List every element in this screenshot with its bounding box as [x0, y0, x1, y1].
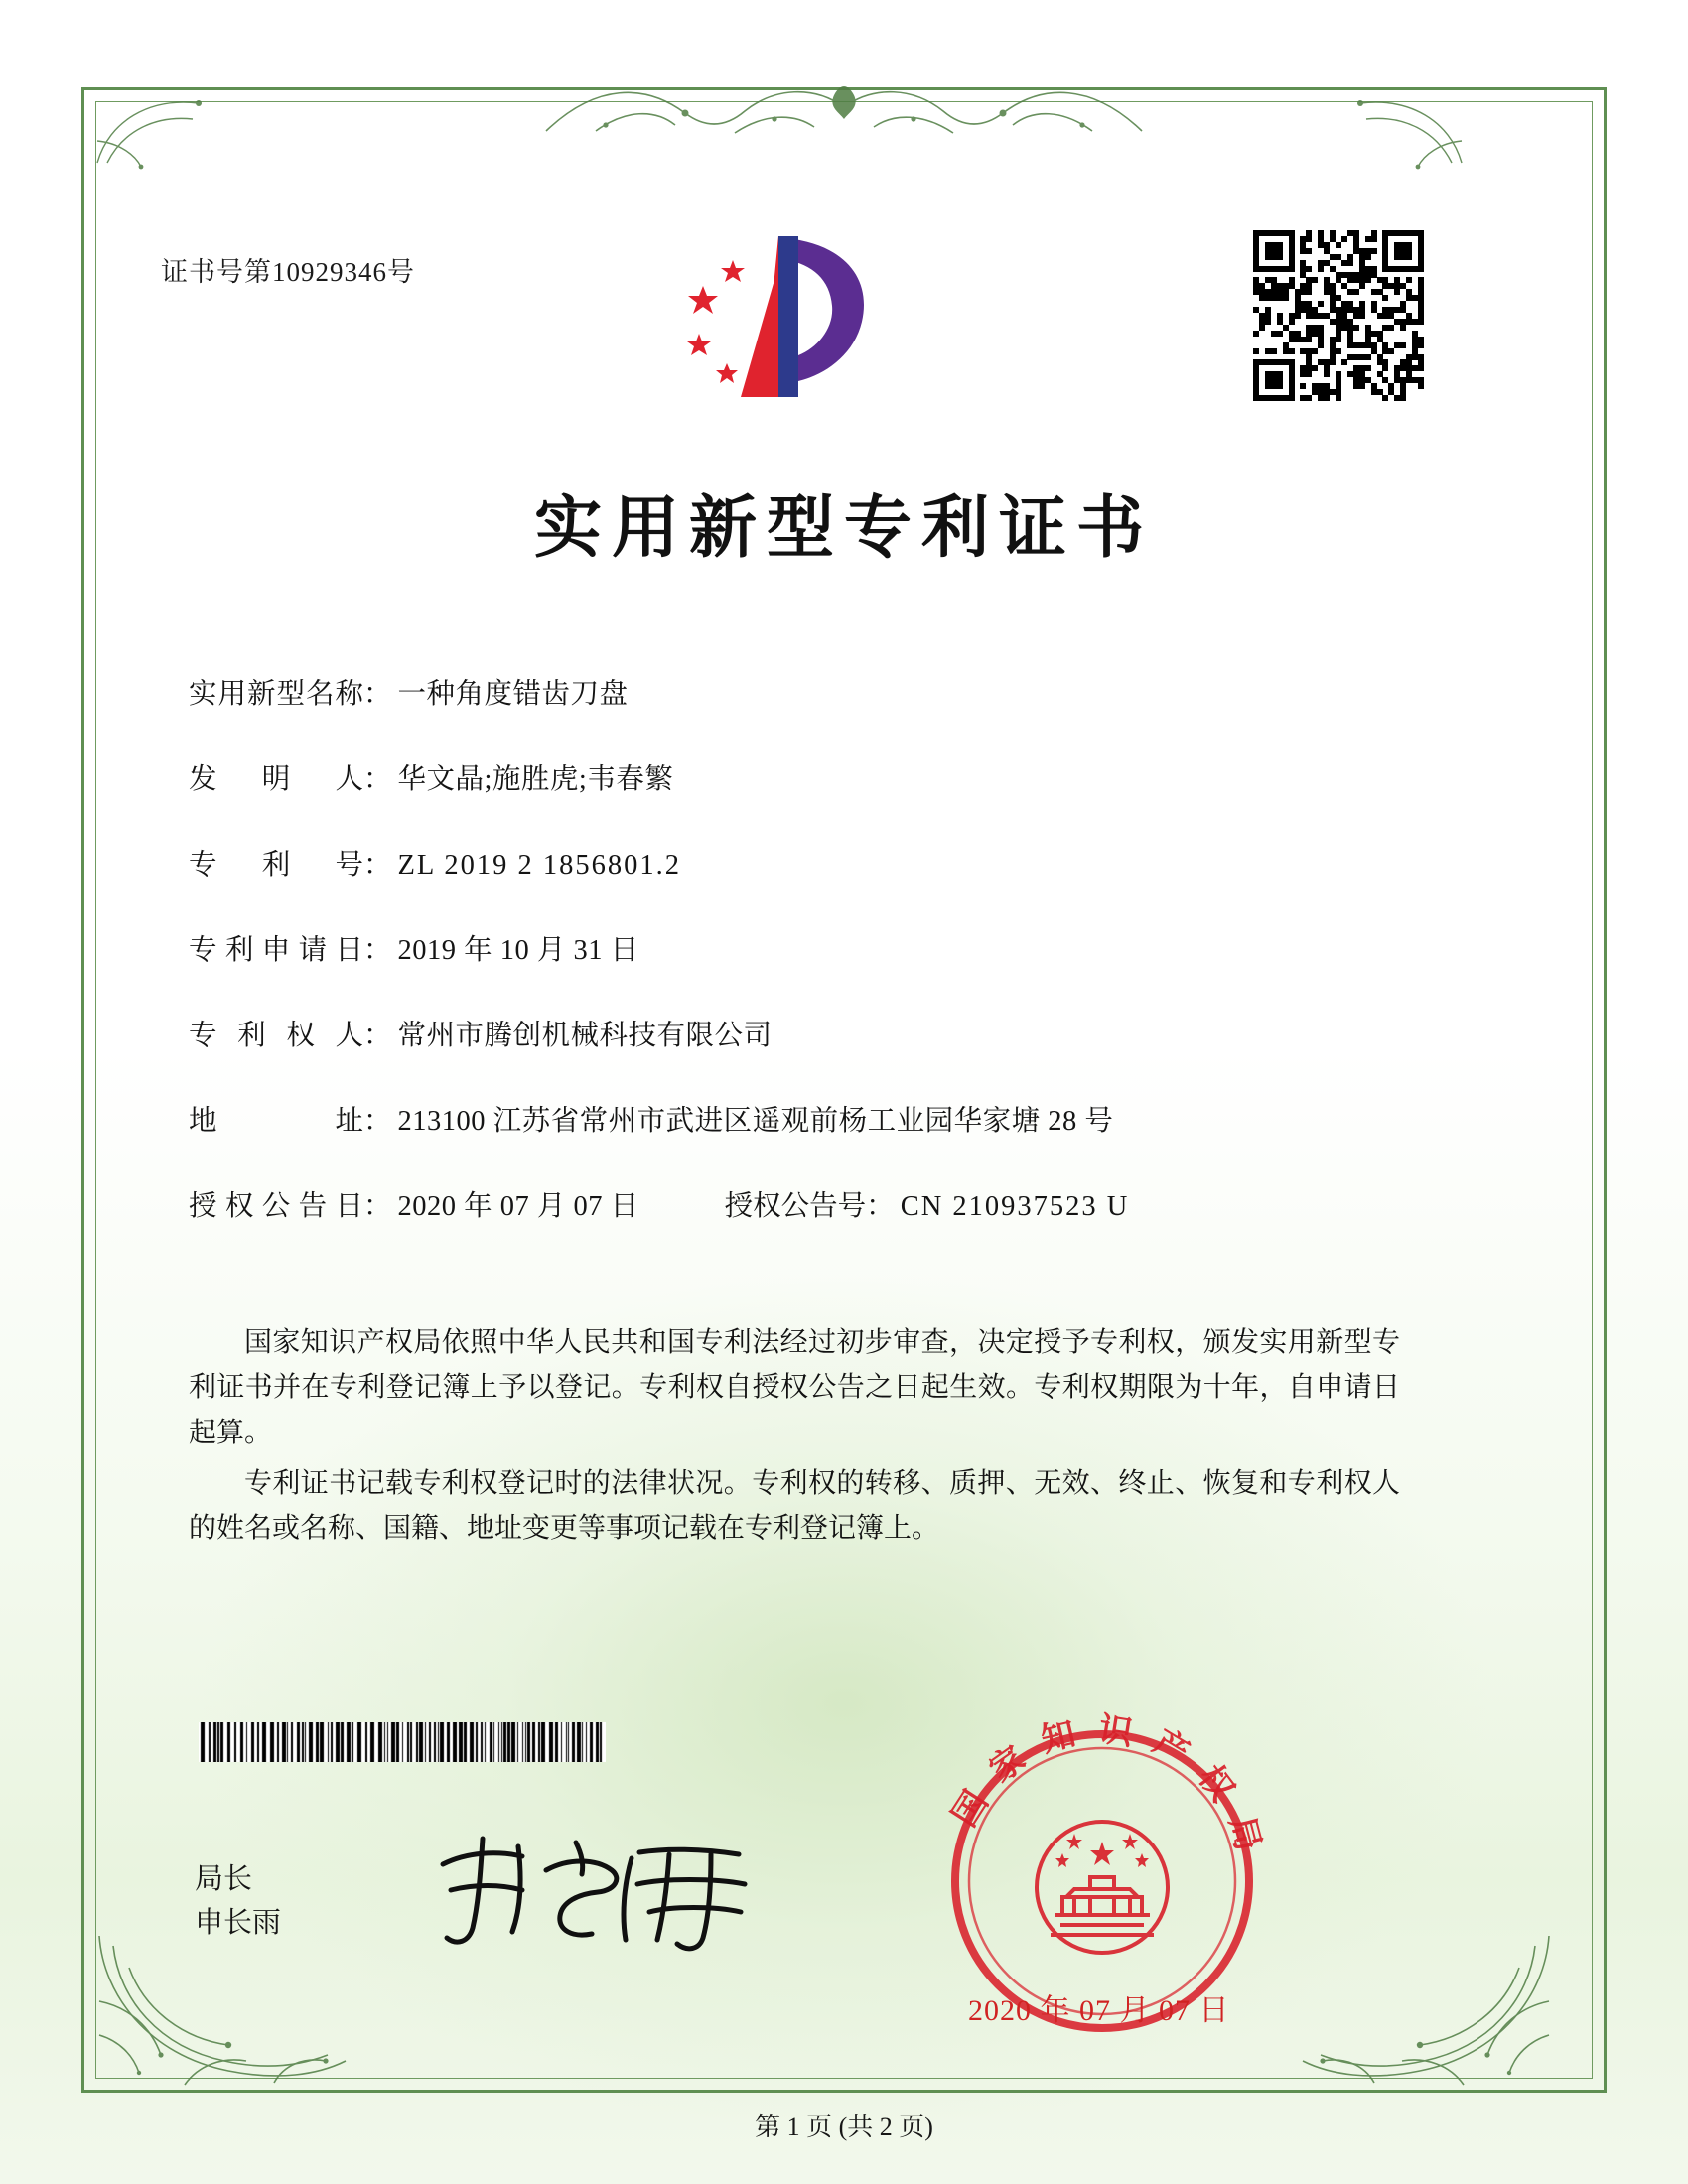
- field-inventors: [189, 756, 1479, 797]
- field-label-grant-number: 授权公告号: [724, 1191, 867, 1222]
- field-colon: ：: [866, 1191, 895, 1222]
- handwritten-signature-icon: [427, 1825, 784, 1954]
- field-grant-announcement: [189, 1183, 1479, 1224]
- field-value: 一种角度错齿刀盘: [397, 679, 629, 710]
- cnipa-logo-icon: [667, 230, 915, 424]
- svg-text:国家知识产权局: 国家知识产权局: [944, 1708, 1274, 1874]
- field-value: 213100 江苏省常州市武进区遥观前杨工业园华家塘 28 号: [397, 1106, 1114, 1137]
- field-colon: ：: [363, 1106, 392, 1137]
- field-colon: ：: [363, 764, 392, 795]
- field-value-grant-number: CN 210937523 U: [900, 1191, 1130, 1222]
- field-utility-model-name: [189, 671, 1479, 712]
- field-colon: ：: [363, 679, 392, 710]
- qr-code: [1253, 230, 1424, 401]
- page-footer: 第 1 页 (共 2 页): [755, 2113, 933, 2141]
- field-patent-number: [189, 842, 1479, 883]
- paragraph-2: 专利证书记载专利权登记时的法律状况。专利权的转移、质押、无效、终止、恢复和专利权人的姓名或名称、国籍、地址变更等事项记载在专利登记簿上。: [189, 1468, 1400, 1545]
- field-label: 专利申请日: [189, 935, 363, 966]
- field-colon: ：: [363, 850, 392, 881]
- field-label-grant-date: 授权公告日: [189, 1191, 363, 1222]
- legal-text: [189, 1320, 1400, 1558]
- page-title: 实用新型专利证书: [533, 488, 1154, 568]
- field-application-date: [189, 927, 1479, 968]
- seal-date: 2020 年 07 月 07 日: [968, 1994, 1230, 2027]
- director-name: 申长雨: [195, 1906, 282, 1939]
- field-label: 地址: [189, 1106, 363, 1137]
- director-title: 局长: [195, 1863, 253, 1895]
- field-label: 专利号: [189, 850, 363, 881]
- certificate-number: 证书号第10929346号: [161, 257, 415, 287]
- field-colon: ：: [363, 1021, 392, 1051]
- field-label: 专利权人: [189, 1021, 363, 1051]
- field-value: 常州市腾创机械科技有限公司: [397, 1021, 773, 1051]
- field-colon: ：: [363, 935, 392, 966]
- paragraph-1: 国家知识产权局依照中华人民共和国专利法经过初步审查，决定授予专利权，颁发实用新型专利证书并在专利登记簿上予以登记。专利权自授权公告之日起生效。专利权期限为十年，自申请日起算。: [189, 1327, 1400, 1448]
- field-value: ZL 2019 2 1856801.2: [397, 850, 682, 881]
- fields-list: [189, 671, 1479, 1264]
- field-value: 2019 年 10 月 31 日: [397, 935, 639, 966]
- signature-block: [195, 1858, 281, 1945]
- barcode: [199, 1722, 606, 1762]
- field-patentee: [189, 1013, 1479, 1053]
- field-label: 发明人: [189, 764, 363, 795]
- field-value: 华文晶;施胜虎;韦春繁: [397, 764, 674, 795]
- field-label: 实用新型名称: [189, 679, 363, 710]
- field-address: [189, 1098, 1479, 1139]
- field-value-grant-date: 2020 年 07 月 07 日: [397, 1191, 639, 1222]
- field-colon: ：: [363, 1191, 392, 1222]
